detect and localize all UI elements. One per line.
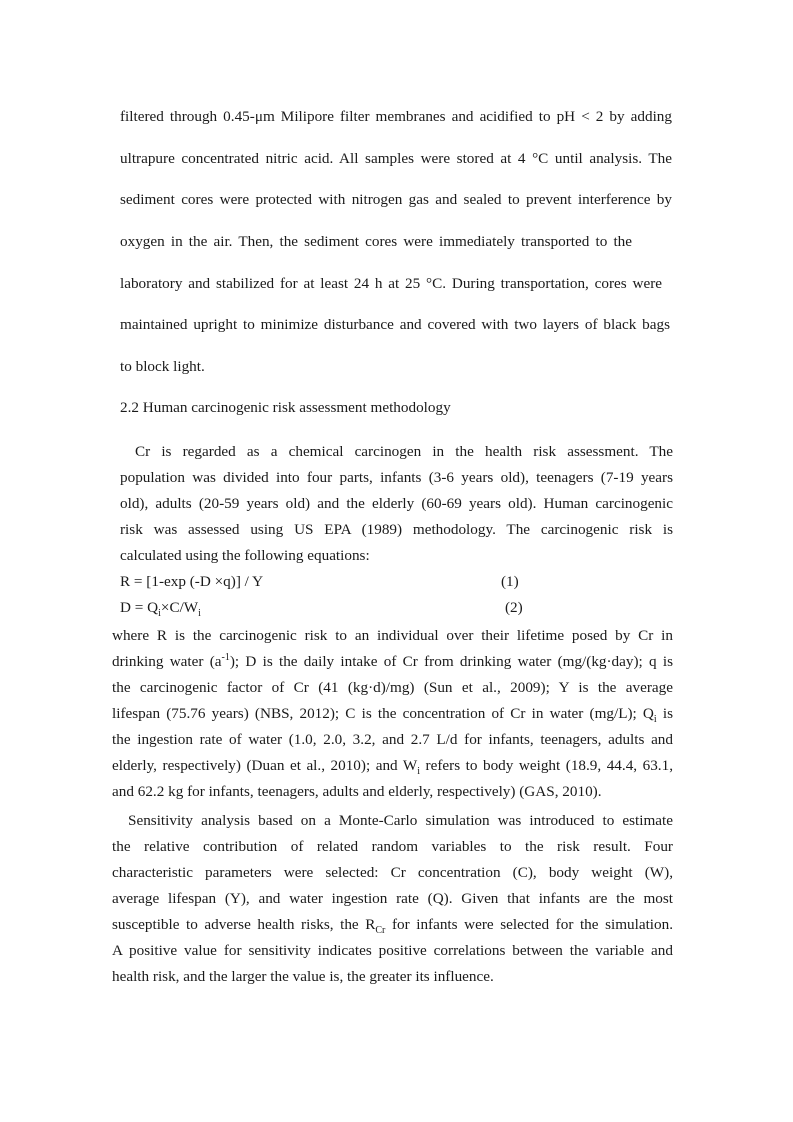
text-line: A positive value for sensitivity indicates positive correlations between the variable and <box>112 942 673 959</box>
equation-text: R = [1-exp (-D ×q)] / Y <box>120 573 264 590</box>
text-line: calculated using the following equations: <box>120 547 370 564</box>
text-span: ); D is the daily intake of Cr from drinking water (mg/(kg·day); q is <box>229 653 673 670</box>
text-line: oxygen in the air. Then, the sediment cores were immediately transported to the <box>120 233 632 250</box>
text-line: Sensitivity analysis based on a Monte-Carlo simulation was introduced to estimate <box>128 812 673 829</box>
text-line: maintained upright to minimize disturbance and covered with two layers of black bags <box>120 316 670 333</box>
text-line <box>112 705 673 726</box>
text-line: ultrapure concentrated nitric acid. All samples were stored at 4 °C until analysis. The <box>120 150 672 167</box>
text-line: to block light. <box>120 358 205 375</box>
text-line: the carcinogenic factor of Cr (41 (kg·d)/mg) (Sun et al., 2009); Y is the average <box>112 679 673 696</box>
equation-number: (2) <box>505 599 523 616</box>
eq-subscript: i <box>158 608 161 620</box>
text-span: susceptible to adverse health risks, the R <box>112 916 376 933</box>
text-line: the relative contribution of related random variables to the risk result. Four <box>112 838 673 855</box>
eq-subscript: i <box>198 608 201 620</box>
subscript: Cr <box>375 925 386 937</box>
text-span: for infants were selected for the simulation. <box>385 916 673 933</box>
text-line: filtered through 0.45-μm Milipore filter membranes and acidified to pH < 2 by adding <box>120 108 672 125</box>
text-span: drinking water (a <box>112 653 222 670</box>
text-span: elderly, respectively) (Duan et al., 2010); and W <box>112 757 418 774</box>
text-span: lifespan (75.76 years) (NBS, 2012); C is the concentration of Cr in water (mg/L); Q <box>112 705 654 722</box>
subscript: i <box>417 766 421 778</box>
equation-text <box>120 599 201 620</box>
text-line: health risk, and the larger the value is, the greater its influence. <box>112 968 494 985</box>
text-span: is <box>656 705 673 722</box>
text-line: risk was assessed using US EPA (1989) methodology. The carcinogenic risk is <box>120 521 673 538</box>
subscript: i <box>653 714 657 726</box>
text-line: and 62.2 kg for infants, teenagers, adults and elderly, respectively) (GAS, 2010). <box>112 783 602 800</box>
text-line: Cr is regarded as a chemical carcinogen in the health risk assessment. The <box>135 443 673 460</box>
text-line: old), adults (20-59 years old) and the elderly (60-69 years old). Human carcinogenic <box>120 495 673 512</box>
equation-number: (1) <box>501 573 519 590</box>
superscript: -1 <box>221 651 230 663</box>
text-span: refers to body weight (18.9, 44.4, 63.1, <box>420 757 673 774</box>
text-line <box>112 757 673 778</box>
text-line: the ingestion rate of water (1.0, 2.0, 3.2, and 2.7 L/d for infants, teenagers, adults and <box>112 731 673 748</box>
text-line: average lifespan (Y), and water ingestion rate (Q). Given that infants are the most <box>112 890 673 907</box>
text-line: characteristic parameters were selected: Cr concentration (C), body weight (W), <box>112 864 673 881</box>
text-line <box>112 916 673 937</box>
section-heading: 2.2 Human carcinogenic risk assessment methodology <box>120 399 451 416</box>
text-line: sediment cores were protected with nitrogen gas and sealed to prevent interference by <box>120 191 672 208</box>
text-line: laboratory and stabilized for at least 24 h at 25 °C. During transportation, cores were <box>120 275 662 292</box>
eq-part: D = Q <box>120 599 159 616</box>
text-line: population was divided into four parts, infants (3-6 years old), teenagers (7-19 years <box>120 469 673 486</box>
text-line <box>112 653 673 671</box>
text-line: where R is the carcinogenic risk to an individual over their lifetime posed by Cr in <box>112 627 673 644</box>
eq-part: ×C/W <box>160 599 199 616</box>
